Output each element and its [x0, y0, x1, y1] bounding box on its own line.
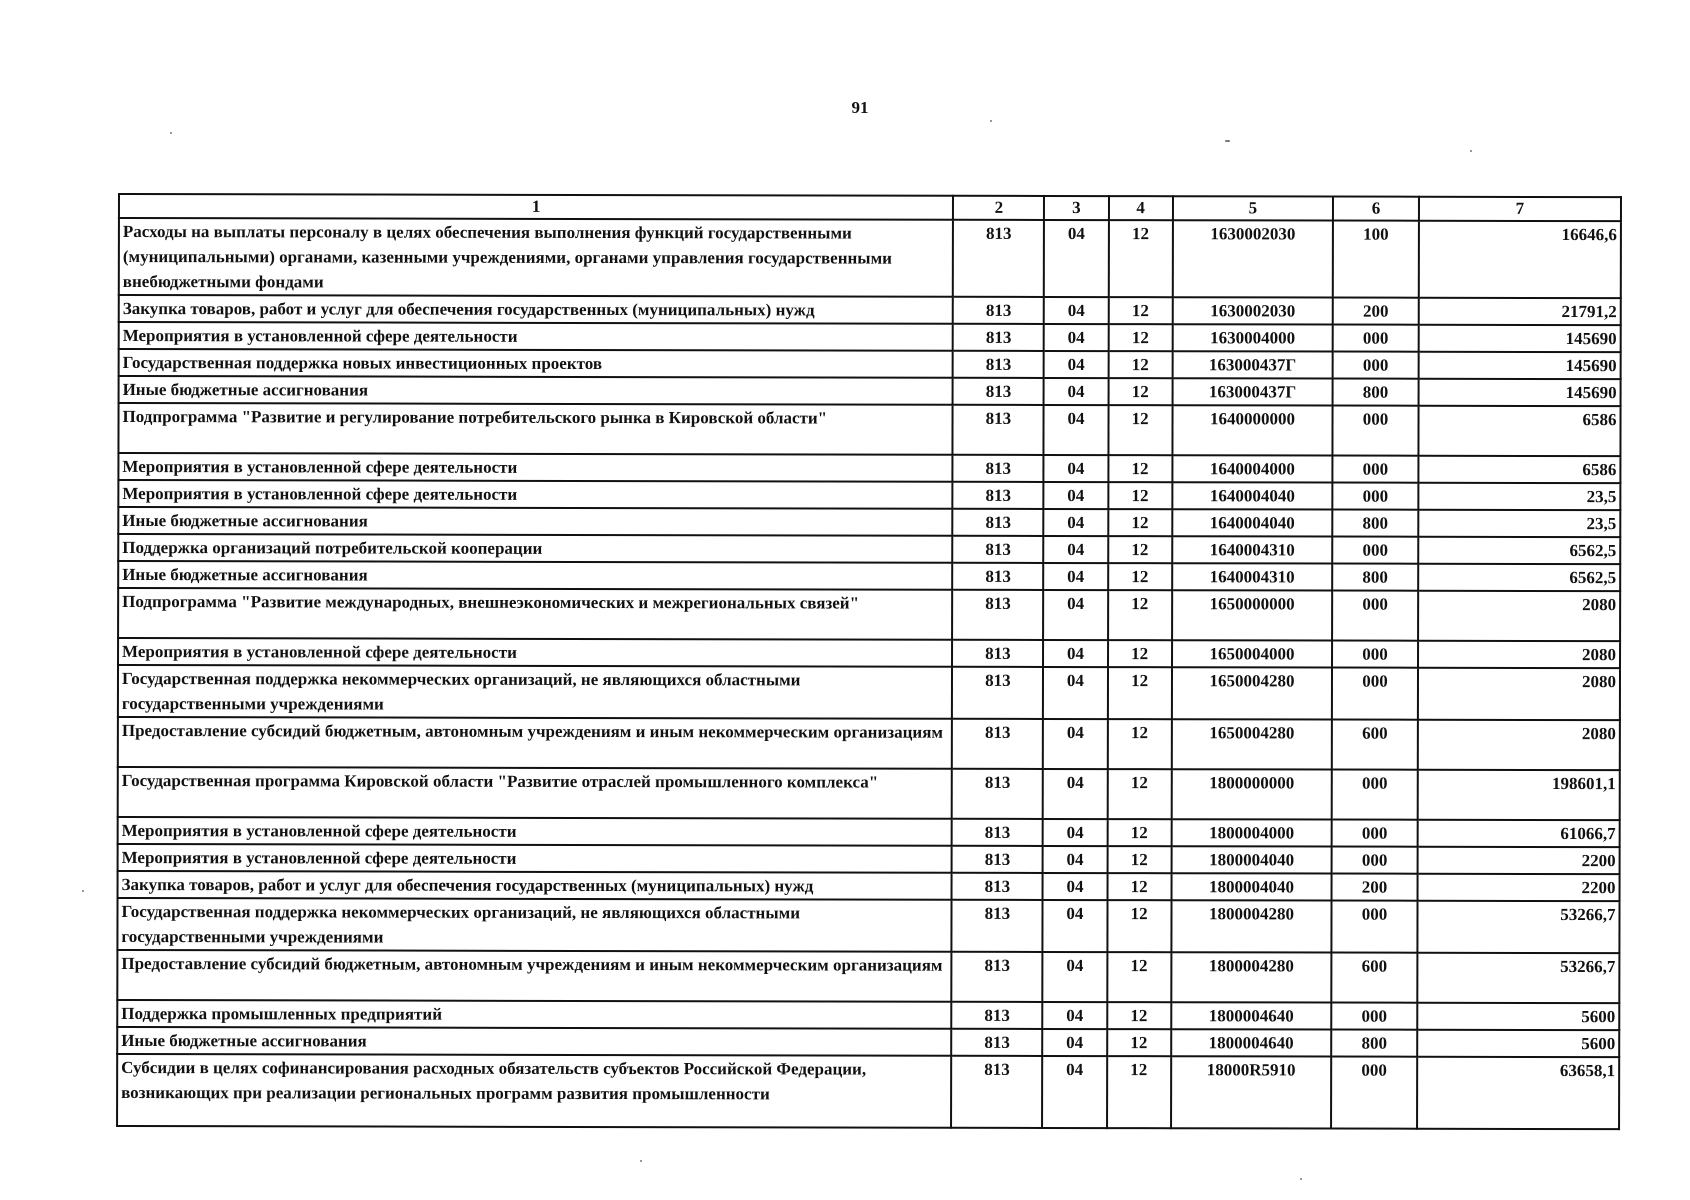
- cell-name: Мероприятия в установленной сфере деятельности: [119, 322, 953, 351]
- table-row: [118, 665, 1620, 720]
- cell-amount: 63658,1: [1417, 1057, 1619, 1129]
- cell-expense-type: 200: [1333, 298, 1419, 325]
- cell-ministry-code: 813: [953, 297, 1044, 324]
- cell-amount: 6586: [1418, 456, 1620, 483]
- scan-speck: [82, 890, 84, 892]
- table-row: [119, 322, 1621, 352]
- cell-subsection: 12: [1108, 324, 1172, 351]
- cell-target-article: 1650004000: [1172, 640, 1333, 667]
- cell-ministry-code: 813: [952, 769, 1043, 819]
- header-row: [119, 194, 1621, 221]
- header-col-7: 7: [1419, 197, 1621, 221]
- cell-expense-type: 000: [1331, 1003, 1417, 1030]
- cell-expense-type: 000: [1332, 537, 1418, 564]
- cell-expense-type: 000: [1332, 820, 1418, 847]
- cell-ministry-code: 813: [952, 819, 1043, 846]
- cell-ministry-code: 813: [953, 220, 1044, 297]
- header-col-4: 4: [1108, 196, 1172, 220]
- cell-section: 04: [1044, 482, 1108, 509]
- page-number: 91: [851, 98, 869, 117]
- cell-amount: 6586: [1418, 406, 1620, 456]
- cell-expense-type: 000: [1332, 668, 1418, 720]
- cell-target-article: 1640000000: [1172, 405, 1333, 455]
- cell-section: 04: [1044, 536, 1108, 563]
- cell-section: 04: [1043, 900, 1107, 952]
- cell-target-article: 1640004040: [1172, 509, 1333, 536]
- cell-ministry-code: 813: [953, 536, 1044, 563]
- cell-ministry-code: 813: [953, 482, 1044, 509]
- table-row: [118, 871, 1620, 901]
- cell-amount: 2200: [1417, 874, 1619, 901]
- cell-ministry-code: 813: [952, 1002, 1043, 1029]
- cell-expense-type: 000: [1333, 325, 1419, 352]
- cell-section: 04: [1044, 378, 1108, 405]
- cell-expense-type: 000: [1332, 641, 1418, 668]
- cell-expense-type: 000: [1332, 847, 1418, 874]
- scan-speck: [640, 1160, 642, 1162]
- cell-ministry-code: 813: [952, 1029, 1043, 1056]
- cell-target-article: 163000437Г: [1172, 351, 1333, 378]
- cell-ministry-code: 813: [953, 324, 1044, 351]
- cell-name: Поддержка организаций потребительской кооперации: [118, 534, 952, 563]
- cell-target-article: 1800004640: [1171, 1029, 1332, 1056]
- cell-subsection: 12: [1107, 719, 1171, 769]
- cell-subsection: 12: [1107, 873, 1171, 900]
- cell-subsection: 12: [1108, 536, 1172, 563]
- cell-name: Предоставление субсидий бюджетным, автономным учреждениям и иным некоммерческим организациям: [117, 950, 952, 1002]
- cell-amount: 53266,7: [1417, 901, 1619, 953]
- cell-name: Государственная поддержка некоммерческих организаций, не являющихся областными государственными учреждениями: [117, 898, 952, 952]
- cell-expense-type: 600: [1332, 720, 1418, 770]
- cell-expense-type: 800: [1332, 564, 1418, 591]
- cell-target-article: 1630002030: [1173, 220, 1334, 297]
- cell-name: Поддержка промышленных предприятий: [117, 1000, 951, 1029]
- scan-speck: [170, 132, 172, 134]
- cell-name: Расходы на выплаты персоналу в целях обеспечения выполнения функций государственными (муниципальными) органами, казенными учреждениями, органами управления государственными внебюджетными фондами: [119, 218, 954, 297]
- cell-amount: 5600: [1417, 1030, 1619, 1057]
- cell-subsection: 12: [1107, 819, 1171, 846]
- cell-target-article: 1650004280: [1172, 719, 1333, 769]
- cell-expense-type: 200: [1332, 874, 1418, 901]
- table-row: [119, 218, 1621, 298]
- cell-ministry-code: 813: [953, 351, 1044, 378]
- cell-subsection: 12: [1108, 297, 1172, 324]
- cell-section: 04: [1043, 1002, 1107, 1029]
- table-body: [117, 218, 1621, 1129]
- cell-section: 04: [1043, 846, 1107, 873]
- cell-amount: 53266,7: [1417, 953, 1619, 1003]
- cell-subsection: 12: [1108, 563, 1172, 590]
- cell-ministry-code: 813: [952, 846, 1043, 873]
- table-row: [118, 403, 1620, 456]
- budget-table: [116, 193, 1622, 1130]
- table-row: [118, 453, 1620, 483]
- cell-amount: 5600: [1417, 1003, 1619, 1030]
- cell-name: Иные бюджетные ассигнования: [117, 1027, 951, 1056]
- cell-name: Закупка товаров, работ и услуг для обеспечения государственных (муниципальных) нужд: [119, 295, 953, 324]
- cell-target-article: 1800004280: [1171, 900, 1332, 952]
- cell-expense-type: 800: [1333, 379, 1419, 406]
- cell-name: Мероприятия в установленной сфере деятельности: [118, 480, 952, 509]
- cell-target-article: 1800004040: [1171, 846, 1332, 873]
- cell-ministry-code: 813: [953, 590, 1044, 640]
- cell-amount: 16646,6: [1419, 221, 1621, 298]
- cell-target-article: 1640004310: [1172, 536, 1333, 563]
- cell-section: 04: [1043, 769, 1107, 819]
- cell-name: Иные бюджетные ассигнования: [119, 376, 953, 405]
- cell-ministry-code: 813: [953, 509, 1044, 536]
- cell-section: 04: [1044, 455, 1108, 482]
- cell-name: Мероприятия в установленной сфере деятельности: [118, 453, 952, 482]
- cell-expense-type: 000: [1333, 352, 1419, 379]
- cell-ministry-code: 813: [953, 405, 1044, 455]
- cell-ministry-code: 813: [953, 455, 1044, 482]
- cell-section: 04: [1044, 324, 1108, 351]
- cell-ministry-code: 813: [952, 873, 1043, 900]
- cell-ministry-code: 813: [952, 640, 1043, 667]
- header-col-1: 1: [119, 194, 953, 220]
- cell-subsection: 12: [1107, 1056, 1171, 1128]
- cell-subsection: 12: [1108, 220, 1172, 297]
- scan-speck: [1300, 1178, 1302, 1180]
- cell-subsection: 12: [1108, 405, 1172, 455]
- cell-amount: 6562,5: [1418, 564, 1620, 591]
- table-row: [119, 349, 1621, 379]
- table-row: [117, 950, 1619, 1003]
- table-row: [118, 561, 1620, 591]
- cell-name: Государственная поддержка новых инвестиционных проектов: [119, 349, 953, 378]
- scan-speck: [1225, 140, 1230, 142]
- cell-subsection: 12: [1107, 846, 1171, 873]
- cell-amount: 2080: [1418, 641, 1620, 668]
- cell-section: 04: [1043, 590, 1107, 640]
- cell-amount: 2080: [1418, 668, 1620, 720]
- table-row: [117, 1054, 1619, 1129]
- cell-section: 04: [1043, 667, 1107, 719]
- cell-subsection: 12: [1107, 900, 1171, 952]
- cell-expense-type: 000: [1331, 1057, 1417, 1129]
- cell-expense-type: 800: [1332, 510, 1418, 537]
- cell-amount: 145690: [1418, 325, 1620, 352]
- cell-section: 04: [1043, 1029, 1107, 1056]
- cell-subsection: 12: [1108, 509, 1172, 536]
- table-row: [118, 767, 1620, 820]
- cell-target-article: 1640004310: [1172, 563, 1333, 590]
- cell-section: 04: [1043, 719, 1107, 769]
- scan-speck: [990, 120, 992, 122]
- cell-amount: 2200: [1417, 847, 1619, 874]
- table-row: [118, 534, 1620, 564]
- cell-amount: 2080: [1418, 591, 1620, 641]
- cell-amount: 6562,5: [1418, 537, 1620, 564]
- cell-subsection: 12: [1107, 1029, 1171, 1056]
- cell-ministry-code: 813: [953, 378, 1044, 405]
- table-row: [118, 717, 1620, 770]
- cell-expense-type: 000: [1332, 770, 1418, 820]
- cell-target-article: 18000R5910: [1171, 1056, 1332, 1128]
- cell-expense-type: 000: [1333, 456, 1419, 483]
- cell-name: Иные бюджетные ассигнования: [118, 561, 952, 590]
- cell-amount: 145690: [1418, 352, 1620, 379]
- cell-amount: 23,5: [1418, 510, 1620, 537]
- cell-subsection: 12: [1107, 769, 1171, 819]
- cell-name: Подпрограмма "Развитие международных, внешнеэкономических и межрегиональных связей": [118, 588, 953, 640]
- cell-expense-type: 000: [1333, 483, 1419, 510]
- cell-name: Предоставление субсидий бюджетным, автономным учреждениям и иным некоммерческим организациям: [118, 717, 953, 769]
- cell-section: 04: [1044, 405, 1108, 455]
- cell-target-article: 1640004040: [1172, 482, 1333, 509]
- table-row: [117, 1000, 1619, 1030]
- cell-subsection: 12: [1108, 482, 1172, 509]
- cell-target-article: 1800004000: [1171, 819, 1332, 846]
- cell-name: Закупка товаров, работ и услуг для обеспечения государственных (муниципальных) нужд: [118, 871, 952, 900]
- cell-ministry-code: 813: [951, 1056, 1042, 1128]
- cell-name: Подпрограмма "Развитие и регулирование потребительского рынка в Кировской области": [118, 403, 953, 455]
- cell-subsection: 12: [1108, 378, 1172, 405]
- cell-subsection: 12: [1107, 952, 1171, 1002]
- table-row: [119, 295, 1621, 325]
- cell-section: 04: [1044, 351, 1108, 378]
- header-col-5: 5: [1173, 196, 1334, 220]
- cell-amount: 145690: [1418, 379, 1620, 406]
- cell-target-article: 1650000000: [1172, 590, 1333, 640]
- cell-section: 04: [1043, 873, 1107, 900]
- cell-amount: 23,5: [1418, 483, 1620, 510]
- cell-expense-type: 800: [1331, 1030, 1417, 1057]
- cell-expense-type: 100: [1333, 221, 1419, 298]
- table-row: [118, 480, 1620, 510]
- cell-subsection: 12: [1107, 667, 1171, 719]
- table-row: [118, 507, 1620, 537]
- cell-target-article: 163000437Г: [1172, 378, 1333, 405]
- cell-subsection: 12: [1108, 351, 1172, 378]
- cell-target-article: 1800004280: [1171, 952, 1332, 1002]
- cell-amount: 61066,7: [1417, 820, 1619, 847]
- cell-target-article: 1650004280: [1172, 667, 1333, 719]
- cell-amount: 21791,2: [1419, 298, 1621, 325]
- cell-name: Государственная программа Кировской области "Развитие отраслей промышленного комплекса": [118, 767, 953, 819]
- table-row: [118, 817, 1620, 847]
- header-col-3: 3: [1044, 196, 1108, 220]
- cell-name: Мероприятия в установленной сфере деятельности: [118, 817, 952, 846]
- table-row: [118, 588, 1620, 641]
- cell-ministry-code: 813: [953, 563, 1044, 590]
- cell-section: 04: [1044, 297, 1108, 324]
- cell-section: 04: [1043, 640, 1107, 667]
- cell-target-article: 1640004000: [1172, 455, 1333, 482]
- table-row: [118, 638, 1620, 668]
- table-row: [117, 898, 1619, 953]
- cell-subsection: 12: [1108, 590, 1172, 640]
- header-col-2: 2: [953, 196, 1044, 220]
- cell-section: 04: [1042, 1056, 1106, 1128]
- cell-name: Субсидии в целях софинансирования расходных обязательств субъектов Российской Федерации, возникающих при реализации региональных программ развития промышленности: [117, 1054, 952, 1128]
- cell-expense-type: 000: [1332, 901, 1418, 953]
- cell-target-article: 1800004640: [1171, 1002, 1332, 1029]
- cell-name: Мероприятия в установленной сфере деятельности: [118, 638, 952, 667]
- cell-target-article: 1630004000: [1172, 324, 1333, 351]
- cell-name: Иные бюджетные ассигнования: [118, 507, 952, 536]
- cell-section: 04: [1044, 220, 1108, 297]
- cell-name: Мероприятия в установленной сфере деятельности: [118, 844, 952, 873]
- header-col-6: 6: [1333, 197, 1419, 221]
- cell-target-article: 1800004040: [1171, 873, 1332, 900]
- cell-section: 04: [1043, 819, 1107, 846]
- cell-subsection: 12: [1108, 455, 1172, 482]
- cell-section: 04: [1043, 952, 1107, 1002]
- cell-amount: 2080: [1418, 720, 1620, 770]
- cell-subsection: 12: [1107, 1002, 1171, 1029]
- cell-expense-type: 000: [1333, 406, 1419, 456]
- cell-expense-type: 600: [1332, 953, 1418, 1003]
- scan-speck: [1470, 150, 1472, 152]
- cell-section: 04: [1044, 509, 1108, 536]
- cell-target-article: 1630002030: [1172, 297, 1333, 324]
- cell-expense-type: 000: [1332, 591, 1418, 641]
- table-container: [116, 193, 1622, 1130]
- cell-amount: 198601,1: [1417, 770, 1619, 820]
- table-row: [118, 844, 1620, 874]
- cell-target-article: 1800000000: [1171, 769, 1332, 819]
- cell-ministry-code: 813: [952, 952, 1043, 1002]
- cell-subsection: 12: [1108, 640, 1172, 667]
- table-row: [119, 376, 1621, 406]
- cell-ministry-code: 813: [952, 900, 1043, 952]
- cell-name: Государственная поддержка некоммерческих организаций, не являющихся областными государственными учреждениями: [118, 665, 953, 719]
- cell-ministry-code: 813: [952, 667, 1043, 719]
- table-row: [117, 1027, 1619, 1057]
- cell-ministry-code: 813: [952, 719, 1043, 769]
- cell-section: 04: [1044, 563, 1108, 590]
